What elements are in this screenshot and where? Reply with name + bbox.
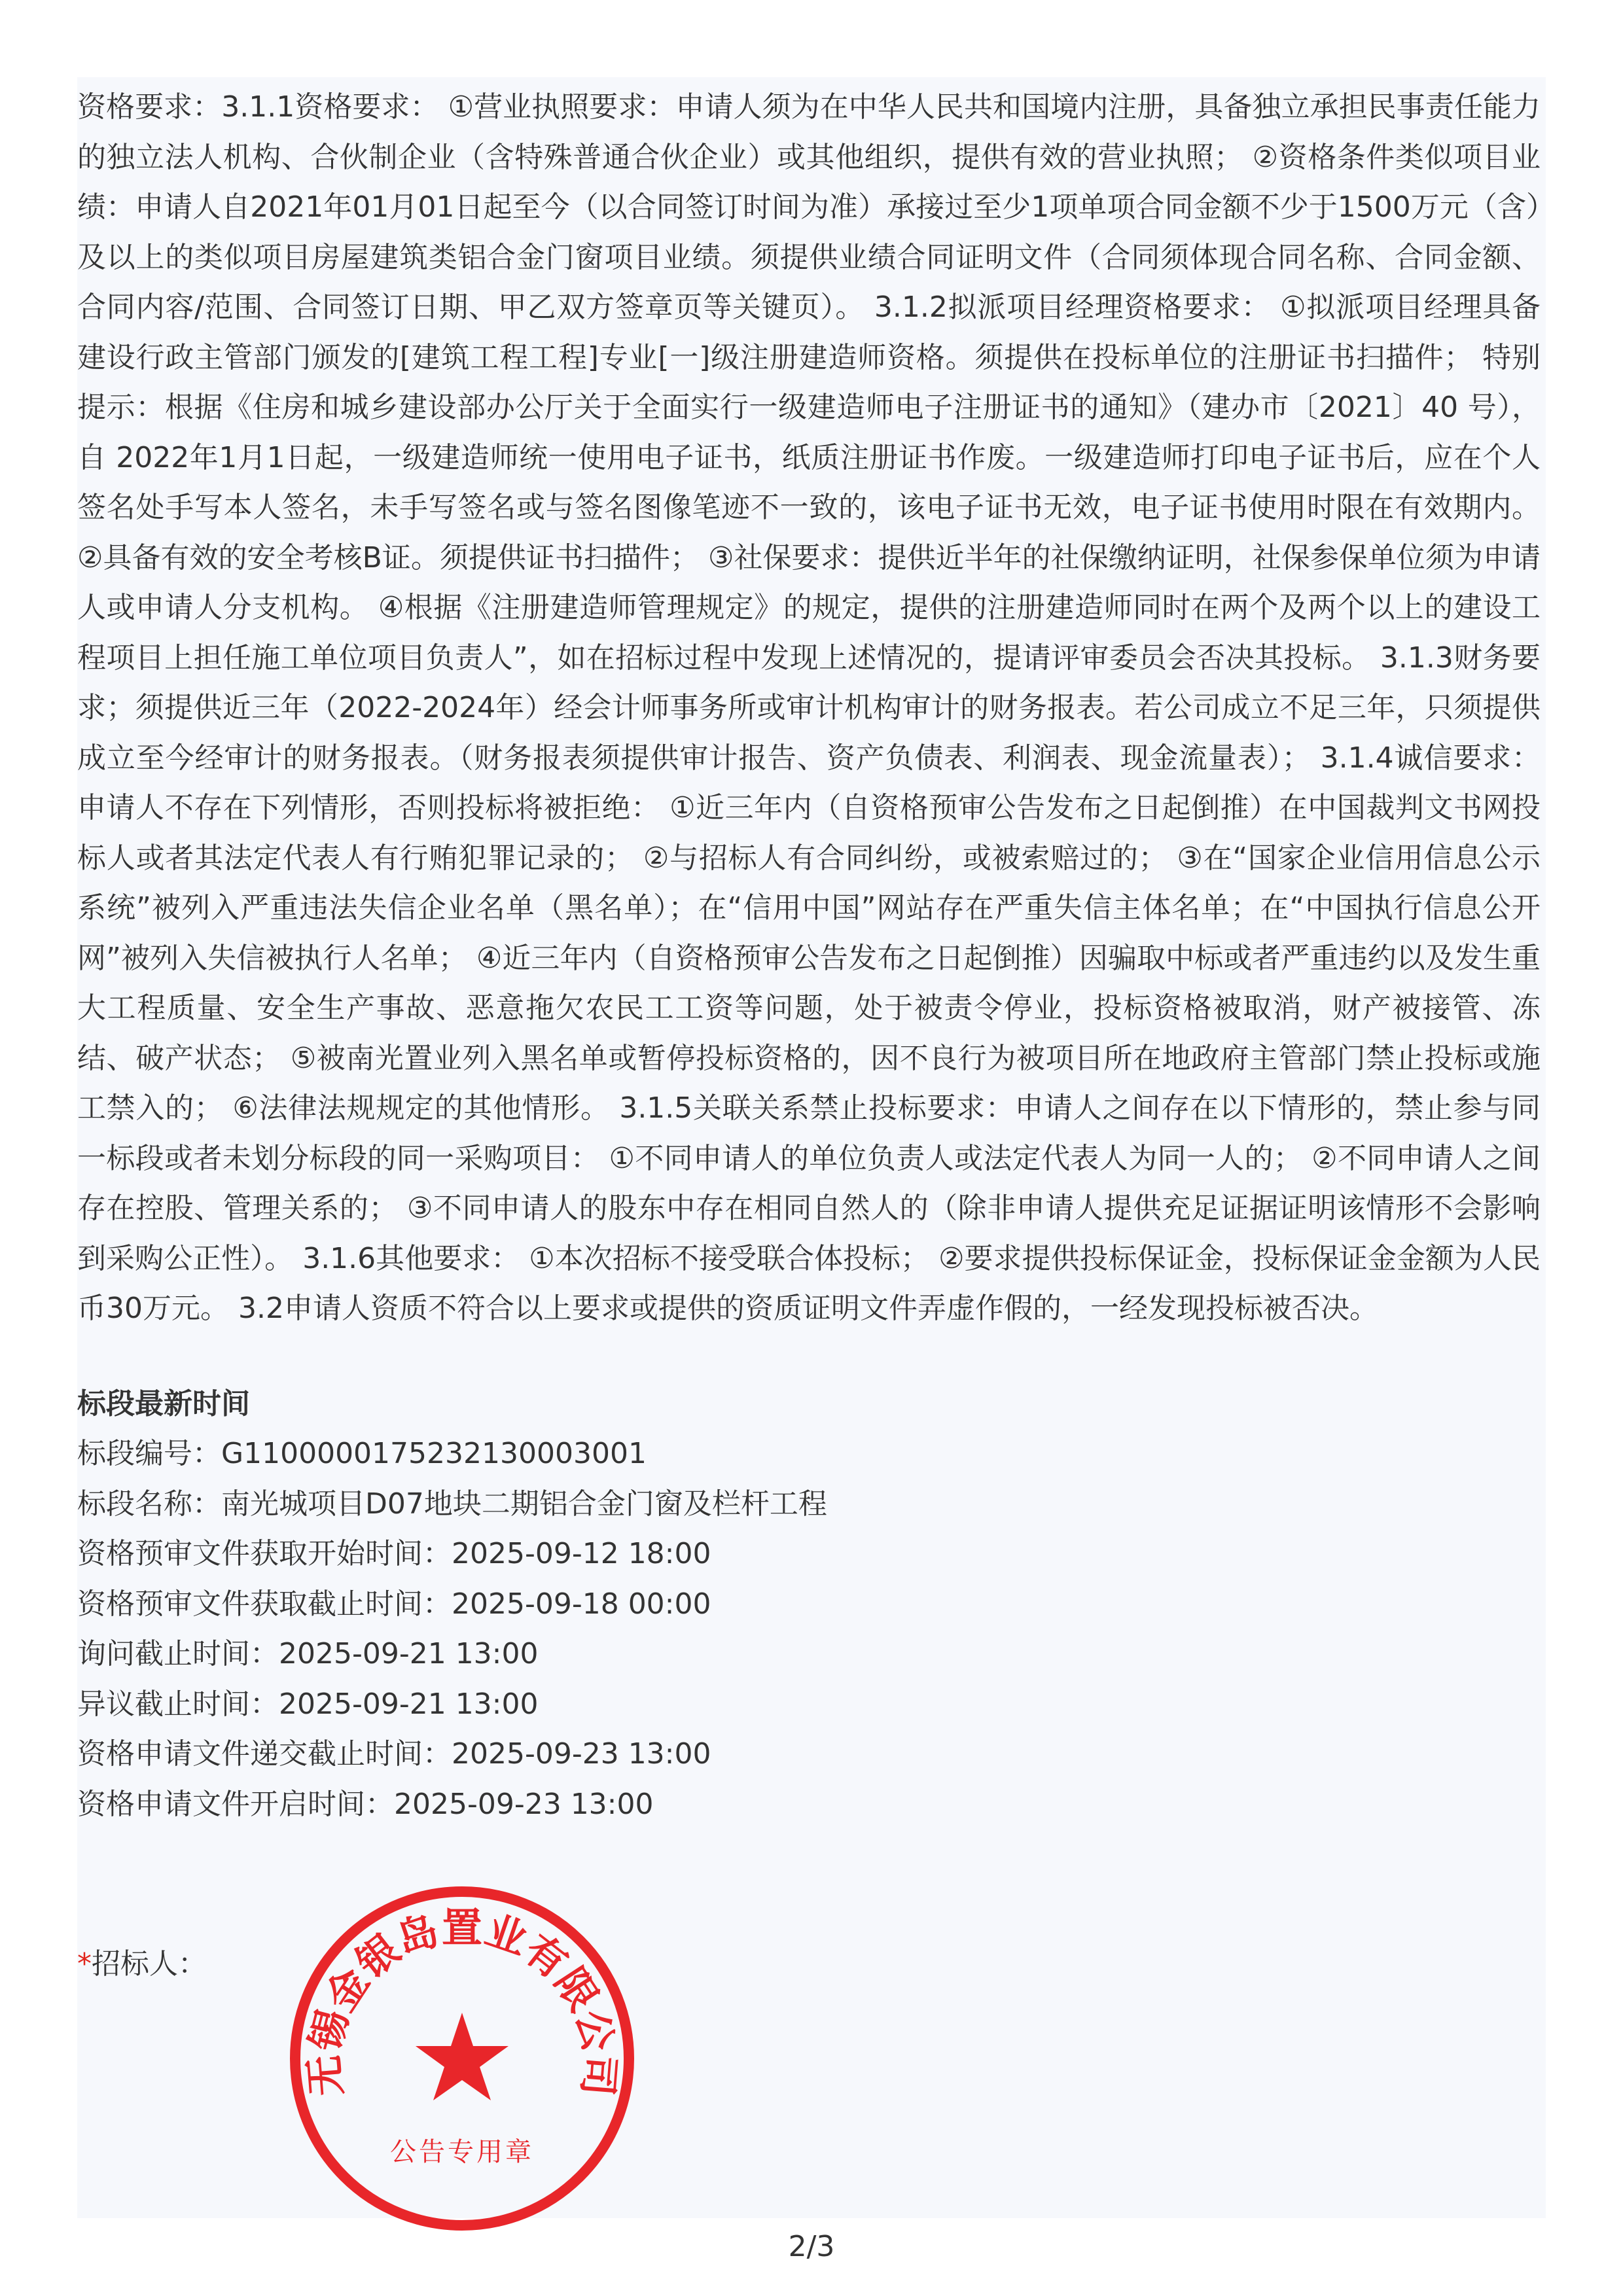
tenderer-signature-label (77, 1945, 207, 1984)
bid-section-info-list (77, 1429, 827, 1829)
section-title-latest-times: 标段最新时间 (77, 1387, 250, 1421)
info-item-prequal-doc-start: 资格预审文件获取开始时间：2025-09-12 18:00 (77, 1537, 711, 1570)
required-asterisk: * (77, 1947, 92, 1981)
info-item-objection-deadline: 异议截止时间：2025-09-21 13:00 (77, 1687, 539, 1721)
info-item-prequal-doc-deadline: 资格预审文件获取截止时间：2025-09-18 00:00 (77, 1587, 711, 1621)
info-item-inquiry-deadline: 询问截止时间：2025-09-21 13:00 (77, 1637, 539, 1670)
seal-type-label: 公告专用章 (390, 2137, 534, 2167)
page-number: 2/3 (788, 2230, 835, 2263)
info-item-section-name: 标段名称：南光城项目D07地块二期铝合金门窗及栏杆工程 (77, 1487, 827, 1521)
company-seal-stamp (284, 1881, 640, 2236)
info-item-submission-deadline: 资格申请文件递交截止时间：2025-09-23 13:00 (77, 1737, 711, 1771)
info-item-opening-time: 资格申请文件开启时间：2025-09-23 13:00 (77, 1787, 654, 1821)
qualification-requirements-text: 资格要求：3.1.1资格要求： ①营业执照要求：申请人须为在中华人民共和国境内注册，具备独立承担民事责任能力的独立法人机构、合伙制企业（含特殊普通合伙企业）或其他组织，提供有效的营业执照； ②资格条件类似项目业绩：申请人自2021年01月01日起至今（以合同签订时间为准）承接过至少1项单项合同金额不少于1500万元（含）及以上的类似项目房屋建筑类铝合金门窗项目业绩。须提供业绩合同证明文件（合同须体现合同名称、合同金额、合同内容/范围、合同签订日期、甲乙双方签章页等关键页）。 3.1.2拟派项目经理资格要求： ①拟派项目经理具备建设行政主管部门颁发的[建筑工程工程]专业[一]级注册建造师资格。须提供在投标单位的注册证书扫描件； 特别提示：根据《住房和城乡建设部办公厅关于全面实行一级建造师电子注册证书的通知》（建办市〔2021〕40 号），自 2022年1月1日起，一级建造师统一使用电子证书，纸质注册证书作废。一级建造师打印电子证书后，应在个人签名处手写本人签名，未手写签名或与签名图像笔迹不一致的，该电子证书无效，电子证书使用时限在有效期内。 ②具备有效的安全考核B证。须提供证书扫描件； ③社保要求：提供近半年的社保缴纳证明，社保参保单位须为申请人或申请人分支机构。 ④根据《注册建造师管理规定》的规定，提供的注册建造师同时在两个及两个以上的建设工程项目上担任施工单位项目负责人”，如在招标过程中发现上述情况的，提请评审委员会否决其投标。 3.1.3财务要求；须提供近三年（2022-2024年）经会计师事务所或审计机构审计的财务报表。若公司成立不足三年，只须提供成立至今经审计的财务报表。（财务报表须提供审计报告、资产负债表、利润表、现金流量表）； 3.1.4诚信要求：申请人不存在下列情形，否则投标将被拒绝： ①近三年内（自资格预审公告发布之日起倒推）在中国裁判文书网投标人或者其法定代表人有行贿犯罪记录的； ②与招标人有合同纠纷，或被索赔过的； ③在“国家企业信用信息公示系统”被列入严重违法失信企业名单（黑名单）；在“信用中国”网站存在严重失信主体名单；在“中国执行信息公开网”被列入失信被执行人名单； ④近三年内（自资格预审公告发布之日起倒推）因骗取中标或者严重违约以及发生重大工程质量、安全生产事故、恶意拖欠农民工工资等问题，处于被责令停业，投标资格被取消，财产被接管、冻结、破产状态； ⑤被南光置业列入黑名单或暂停投标资格的，因不良行为被项目所在地政府主管部门禁止投标或施工禁入的； ⑥法律法规规定的其他情形。 3.1.5关联关系禁止投标要求：申请人之间存在以下情形的，禁止参与同一标段或者未划分标段的同一采购项目： ①不同申请人的单位负责人或法定代表人为同一人的； ②不同申请人之间存在控股、管理关系的； ③不同申请人的股东中存在相同自然人的（除非申请人提供充足证据证明该情形不会影响到采购公正性）。 3.1.6其他要求： ①本次招标不接受联合体投标； ②要求提供投标保证金，投标保证金金额为人民币30万元。 3.2申请人资质不符合以上要求或提供的资质证明文件弄虚作假的，一经发现投标被否决。 (77, 90, 1541, 1325)
seal-star-icon (416, 2013, 508, 2100)
seal-company-name: 无锡金银岛置业有限公司 (300, 1903, 624, 2098)
info-item-section-number: 标段编号：G1100000175232130003001 (77, 1437, 647, 1470)
tenderer-label: 招标人： (92, 1947, 207, 1981)
